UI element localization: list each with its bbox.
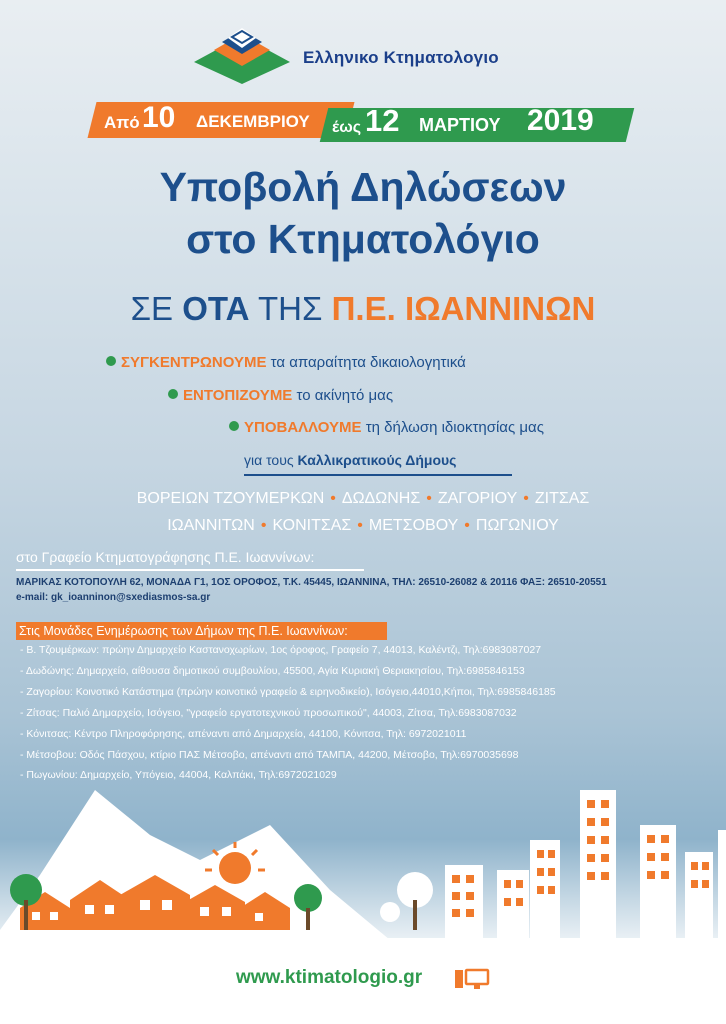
bullet-text: τα απαραίτητα δικαιολογητικά bbox=[266, 354, 466, 371]
ota-mid: ΤΗΣ bbox=[249, 290, 332, 327]
banner-from: Από bbox=[104, 113, 140, 132]
bullet-dot-icon bbox=[168, 389, 178, 399]
ota-region: Π.Ε. ΙΩΑΝΝΙΝΩΝ bbox=[331, 290, 596, 327]
banner-start-day: 10 bbox=[142, 101, 176, 134]
date-banner bbox=[92, 98, 632, 146]
separator-dot: • bbox=[523, 490, 529, 507]
separator-dot: • bbox=[464, 517, 470, 534]
office-address: ΜΑΡΙΚΑΣ ΚΟΤΟΠΟΥΛΗ 62, ΜΟΝΑΔΑ Γ1, 1ΟΣ ΟΡΟΦΟΣ, Τ.Κ. 45445, ΙΩΑΝΝΙΝΑ, ΤΗΛ: 26510-26082 & 20116 ΦΑΞ: 26510-20551 bbox=[16, 577, 607, 588]
intro-pre: για τους bbox=[244, 452, 298, 468]
brand-name: Ελληνικο Κτηματολογιο bbox=[303, 48, 499, 67]
bullet-dot-icon bbox=[106, 356, 116, 366]
bullet-highlight: ΥΠΟΒΑΛΛΟΥΜΕ bbox=[244, 419, 362, 436]
unit-item: - Δωδώνης: Δημαρχείο, αίθουσα δημοτικού συμβουλίου, 45500, Αγία Κυριακή Θεριακησίου, Τηλ:6985846153 bbox=[20, 665, 525, 677]
computer-icon bbox=[454, 968, 490, 990]
municipalities-row-1 bbox=[0, 490, 726, 508]
ota-word: ΟΤΑ bbox=[182, 290, 250, 327]
municipality-name: ΙΩΑΝΝΙΤΩΝ bbox=[167, 517, 255, 534]
unit-item: - Μέτσοβου: Οδός Πάσχου, κτίριο ΠΑΣ Μέτσοβο, απέναντι από ΤΑΜΠΑ, 44200, Μέτσοβο, Τηλ:6970035698 bbox=[20, 749, 519, 761]
office-heading: στο Γραφείο Κτηματογράφησης Π.Ε. Ιωαννίνων: bbox=[16, 549, 364, 571]
bullet-highlight: ΣΥΓΚΕΝΤΡΩΝΟΥΜΕ bbox=[121, 354, 267, 371]
municipality-name: ΚΟΝΙΤΣΑΣ bbox=[272, 517, 352, 534]
bullet-highlight: ΕΝΤΟΠΙΖΟΥΜΕ bbox=[183, 387, 293, 404]
municipalities-row-2 bbox=[0, 517, 726, 535]
separator-dot: • bbox=[260, 517, 267, 534]
unit-item: - Κόνιτσας: Κέντρο Πληροφόρησης, απέναντι από Δημαρχείο, 44100, Κόνιτσα, Τηλ: 6972021011 bbox=[20, 728, 467, 740]
bullet-item bbox=[229, 419, 544, 436]
municipality-name: ΠΩΓΩΝΙΟΥ bbox=[475, 517, 559, 534]
bullet-text: τη δήλωση ιδιοκτησίας μας bbox=[361, 419, 544, 436]
separator-dot: • bbox=[330, 490, 336, 507]
separator-dot: • bbox=[426, 490, 432, 507]
bullet-text: το ακίνητό μας bbox=[292, 387, 394, 404]
unit-item: - Β. Τζουμέρκων: πρώην Δημαρχείο Καστανοχωρίων, 1ος όροφος, Γραφείο 7, 44013, Καλέντζι, Τηλ:6983087027 bbox=[20, 644, 542, 656]
banner-start-month: ΔΕΚΕΜΒΡΙΟΥ bbox=[196, 112, 310, 131]
municipality-name: ΔΩΔΩΝΗΣ bbox=[341, 490, 421, 507]
banner-end-day: 12 bbox=[365, 103, 400, 138]
unit-item: - Ζαγορίου: Κοινοτικό Κατάστημα (πρώην κοινοτικό γραφείο & ειρηνοδικείο), Ισόγειο,44010,Κήποι, Τηλ:6985846185 bbox=[20, 686, 556, 698]
ota-heading bbox=[0, 290, 726, 328]
unit-item: - Πωγωνίου: Δημαρχείο, Υπόγειο, 44004, Καλπάκι, Τηλ:6972021029 bbox=[20, 769, 337, 781]
intro-bold: Καλλικρατικούς Δήμους bbox=[297, 452, 457, 468]
ota-pre: ΣΕ bbox=[130, 290, 183, 327]
office-email[interactable]: e-mail: gk_ioanninon@sxediasmos-sa.gr bbox=[16, 592, 211, 603]
bullet-item bbox=[106, 354, 466, 371]
separator-dot: • bbox=[357, 517, 363, 534]
bullet-dot-icon bbox=[229, 421, 239, 431]
bullet-item bbox=[168, 387, 393, 404]
municipalities-intro bbox=[244, 452, 512, 476]
banner-until: έως bbox=[332, 119, 362, 136]
ktimatologio-logo-icon bbox=[192, 22, 292, 84]
unit-item: - Ζίτσας: Παλιό Δημαρχείο, Ισόγειο, "γραφείο εργατοτεχνικού προσωπικού", 44003, Ζίτσα, Τηλ:6983087032 bbox=[20, 707, 517, 719]
town-illustration bbox=[0, 780, 726, 965]
units-heading: Στις Μονάδες Ενημέρωσης των Δήμων της Π.Ε. Ιωαννίνων: bbox=[16, 622, 387, 640]
title-line-1: Υποβολή Δηλώσεων bbox=[159, 164, 567, 210]
municipality-name: ΜΕΤΣΟΒΟΥ bbox=[368, 517, 459, 534]
municipality-name: ΖΑΓΟΡΙΟΥ bbox=[437, 490, 518, 507]
municipality-name: ΖΙΤΣΑΣ bbox=[534, 490, 590, 507]
municipality-name: ΒΟΡΕΙΩΝ ΤΖΟΥΜΕΡΚΩΝ bbox=[136, 490, 325, 507]
banner-year: 2019 bbox=[527, 104, 594, 137]
title-line-2: στο Κτηματολόγιο bbox=[186, 216, 540, 262]
banner-end-month: ΜΑΡΤΙΟΥ bbox=[419, 115, 501, 135]
website-link[interactable]: www.ktimatologio.gr bbox=[236, 967, 423, 988]
